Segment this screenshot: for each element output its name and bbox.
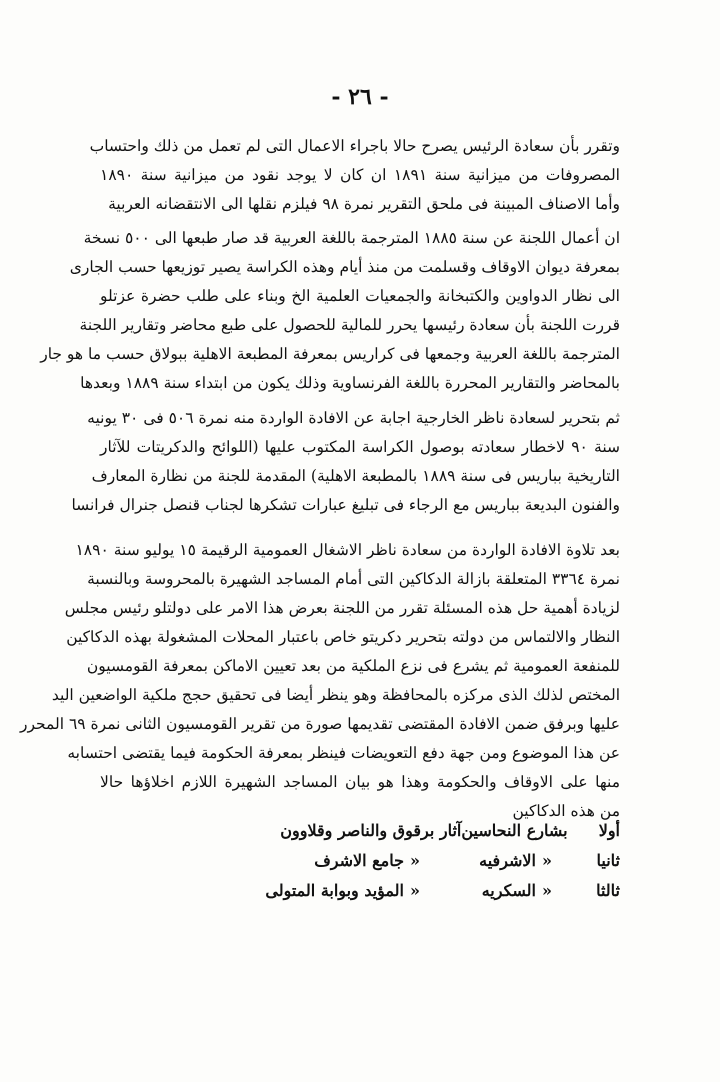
text-line: المترجمة باللغة العربية وجمعها فى كراريس بمعرفة المطبعة الاهلية ببولاق حسب ما هو جار	[40, 345, 620, 363]
text-line: المصروفات من ميزانية سنة ١٨٩١ ان كان لا يوجد نقود من ميزانية سنة ١٨٩٠	[100, 166, 620, 184]
paragraph-shops-removal	[19, 536, 620, 826]
text-line: عن هذا الموضوع ومن جهة دفع التعويضات فينظر بمعرفة الحكومة فيما يقتضى احتسابه	[67, 744, 620, 762]
mosque-list	[250, 816, 620, 906]
text-line: وأما الاصناف المبينة فى ملحق التقرير نمرة ٩٨ فيلزم نقلها الى الانتقضانه العربية	[108, 195, 620, 213]
text-line: الى نظار الدواوين والكتبخانة والجمعيات العلمية الخ وبناء على طلب حضرة عزتلو	[100, 287, 620, 305]
text-line: والفنون البديعة بباريس مع الرجاء فى تبليغ عبارات تشكرها لجناب قنصل جنرال فرانسا	[71, 496, 620, 514]
text-line: بعد تلاوة الافادة الواردة من سعادة ناظر الاشغال العمومية الرقيمة ١٥ يوليو سنة ١٨٩٠	[75, 541, 620, 559]
list-street: بشارع النحاسين	[461, 821, 568, 840]
text-line: لزيادة أهمية حل هذه المسئلة تقرر من اللجنة بعرض هذا الامر على دولتلو رئيس مجلس	[64, 599, 620, 617]
text-line: للمنفعة العمومية ثم يشرع فى نزع الملكية من بعد تعيين الاماكن بمعرفة القومسيون	[86, 657, 620, 675]
list-mosque: جامع الاشرف	[314, 851, 404, 870]
list-mosque: المؤيد وبوابة المتولى	[265, 881, 404, 900]
list-ordinal: ثالثا	[596, 881, 620, 900]
paragraph-committee-works	[40, 224, 620, 398]
text-line: التاريخية بباريس فى سنة ١٨٨٩ بالمطبعة الاهلية) المقدمة للجنة من نظارة المعارف	[91, 467, 620, 485]
text-line: سنة ٩٠ لاخطار سعادته بوصول الكراسة المكتوب عليها (اللوائح والدكريتات للآثار	[100, 438, 621, 456]
ditto-mark: «	[542, 851, 552, 870]
list-item	[250, 846, 620, 876]
list-item	[250, 876, 620, 906]
text-line: منها على الاوقاف والحكومة وهذا هو بيان المساجد الشهيرة اللازم اخلاؤها حالا	[100, 773, 620, 791]
list-place: السكريه	[481, 881, 536, 900]
ditto-mark: «	[542, 881, 552, 900]
list-monuments: آثار برقوق والناصر وقلاوون	[280, 821, 462, 840]
text-line: نمرة ٣٣٦٤ المتعلقة بازالة الدكاكين التى أمام المساجد الشهيرة بالمحروسة وبالنسبة	[87, 570, 620, 588]
text-line: عليها وبرفق ضمن الافادة المقتضى تقديمها صورة من تقرير القومسيون الثانى نمرة ٦٩ المحرر	[19, 715, 620, 733]
text-line: وتقرر بأن سعادة الرئيس يصرح حالا باجراء الاعمال التى لم تعمل من ذلك واحتساب	[89, 137, 620, 155]
paragraph-expenses	[89, 132, 620, 219]
list-ordinal: ثانيا	[596, 851, 620, 870]
list-item	[250, 816, 620, 846]
ditto-mark: «	[410, 881, 420, 900]
list-ordinal: أولا	[598, 821, 620, 840]
list-place: الاشرفيه	[479, 851, 536, 870]
text-line: النظار والالتماس من دولته بتحرير دكريتو خاص باعتبار المحلات المشغولة بهذه الدكاكين	[66, 628, 620, 646]
text-line: المختص لذلك الذى مركزه بالمحافظة وهو ينظر أيضا فى تحقيق حجج ملكية الواضعين اليد	[51, 686, 620, 704]
ditto-mark: «	[410, 851, 420, 870]
text-line: قررت اللجنة بأن سعادة رئيسها يحرر للمالية للحصول على طبع محاضر وتقارير اللجنة	[79, 316, 620, 334]
text-line: من هذه الدكاكين	[512, 802, 620, 820]
text-line: ثم بتحرير لسعادة ناظر الخارجية اجابة عن الافادة الواردة منه نمرة ٥٠٦ فى ٣٠ يونيه	[87, 409, 620, 427]
text-line: بالمحاضر والتقارير المحررة باللغة الفرنساوية وذلك يكون من ابتداء سنة ١٨٨٩ وبعدها	[80, 374, 620, 392]
text-line: بمعرفة ديوان الاوقاف وقسلمت من منذ أيام وهذه الكراسة يصير توزيعها حسب الجارى	[69, 258, 620, 276]
paragraph-foreign-affairs	[71, 404, 621, 520]
text-line: ان أعمال اللجنة عن سنة ١٨٨٥ المترجمة باللغة العربية قد صار طبعها الى ٥٠٠ نسخة	[83, 229, 620, 247]
page-number: - ٢٦ -	[331, 84, 389, 110]
